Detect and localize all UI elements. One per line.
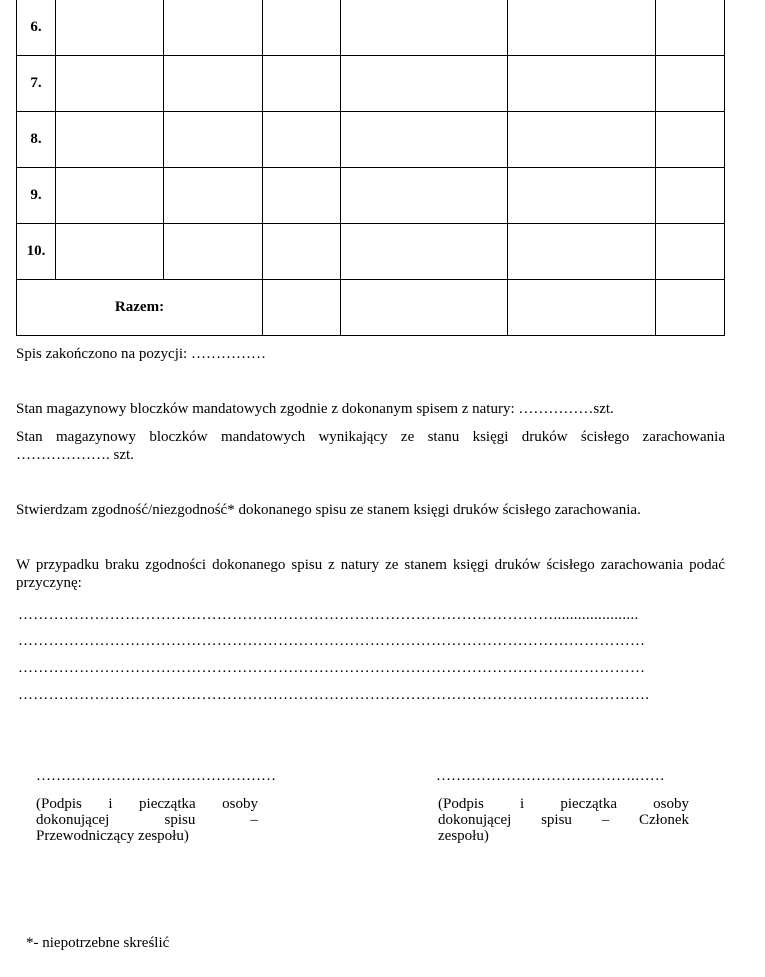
table-cell[interactable] [656,0,725,56]
total-cell[interactable] [508,280,656,336]
table-cell[interactable] [56,168,164,224]
reason-line[interactable]: ……………………………………………………………………………………………………………. [18,687,650,703]
signature-line-right[interactable]: ………………………………….…… [436,768,665,784]
table-cell[interactable] [656,168,725,224]
spis-end-text: Spis zakończono na pozycji: …………… [16,346,266,362]
table-cell[interactable] [263,0,341,56]
reason-line[interactable]: …………………………………………………………………………………………………………… [18,633,646,649]
reason-intro-text: W przypadku braku zgodności dokonanego spisu z natury ze stanem księgi druków ścisłego zarachowania podać przyczynę: [16,557,725,591]
signature-caption-line: dokonującej spisu – [36,812,258,828]
table-cell[interactable] [164,168,263,224]
total-cell[interactable] [656,280,725,336]
table-row [17,112,725,168]
table-cell[interactable] [56,112,164,168]
table-cell[interactable] [164,112,263,168]
table-cell[interactable] [56,224,164,280]
signature-caption-line: zespołu) [438,828,489,844]
row-number: 8. [17,112,56,168]
table-cell[interactable] [341,224,508,280]
stock-book-text: Stan magazynowy bloczków mandatowych wynikający ze stanu księgi druków ścisłego zarachowania ………………. szt. [16,429,725,463]
total-label: Razem: [17,280,263,336]
table-row [17,224,725,280]
inventory-table [16,0,725,336]
stock-natural-text: Stan magazynowy bloczków mandatowych zgodnie z dokonanym spisem z natury: ……………szt. [16,401,614,417]
table-cell[interactable] [164,224,263,280]
table-cell[interactable] [164,56,263,112]
table-cell[interactable] [341,0,508,56]
total-cell[interactable] [341,280,508,336]
row-number: 9. [17,168,56,224]
table-cell[interactable] [508,0,656,56]
signature-caption-line: Przewodniczący zespołu) [36,828,189,844]
table-cell[interactable] [56,56,164,112]
table-cell[interactable] [508,168,656,224]
signature-caption-right [438,796,689,844]
row-number: 10. [17,224,56,280]
row-number: 6. [17,0,56,56]
reason-line[interactable]: …………………………………………………………………………………………………………… [18,660,646,676]
table-cell[interactable] [263,224,341,280]
table-cell[interactable] [656,112,725,168]
table-row [17,56,725,112]
reason-line[interactable]: ……………………………………………………………………………………………..................... [18,607,639,623]
table-cell[interactable] [656,224,725,280]
table-cell[interactable] [508,56,656,112]
table-cell[interactable] [341,168,508,224]
table-cell[interactable] [508,224,656,280]
table-cell[interactable] [56,0,164,56]
table-cell[interactable] [341,112,508,168]
table-cell[interactable] [263,112,341,168]
table-cell[interactable] [263,56,341,112]
table-cell[interactable] [341,56,508,112]
table-row [17,0,725,56]
footnote: *- niepotrzebne skreślić [26,935,170,951]
table-cell[interactable] [508,112,656,168]
signature-caption-line: dokonującej spisu – Członek [438,812,689,828]
table-cell[interactable] [164,0,263,56]
signature-line-left[interactable]: ………………………………………… [36,768,276,784]
table-row [17,168,725,224]
confirmation-text: Stwierdzam zgodność/niezgodność* dokonanego spisu ze stanem księgi druków ścisłego zarachowania. [16,502,641,518]
table-cell[interactable] [263,168,341,224]
row-number: 7. [17,56,56,112]
table-cell[interactable] [656,56,725,112]
total-row [17,280,725,336]
signature-caption-line: (Podpis i pieczątka osoby [36,796,258,812]
total-cell[interactable] [263,280,341,336]
signature-caption-line: (Podpis i pieczątka osoby [438,796,689,812]
signature-caption-left [36,796,258,844]
